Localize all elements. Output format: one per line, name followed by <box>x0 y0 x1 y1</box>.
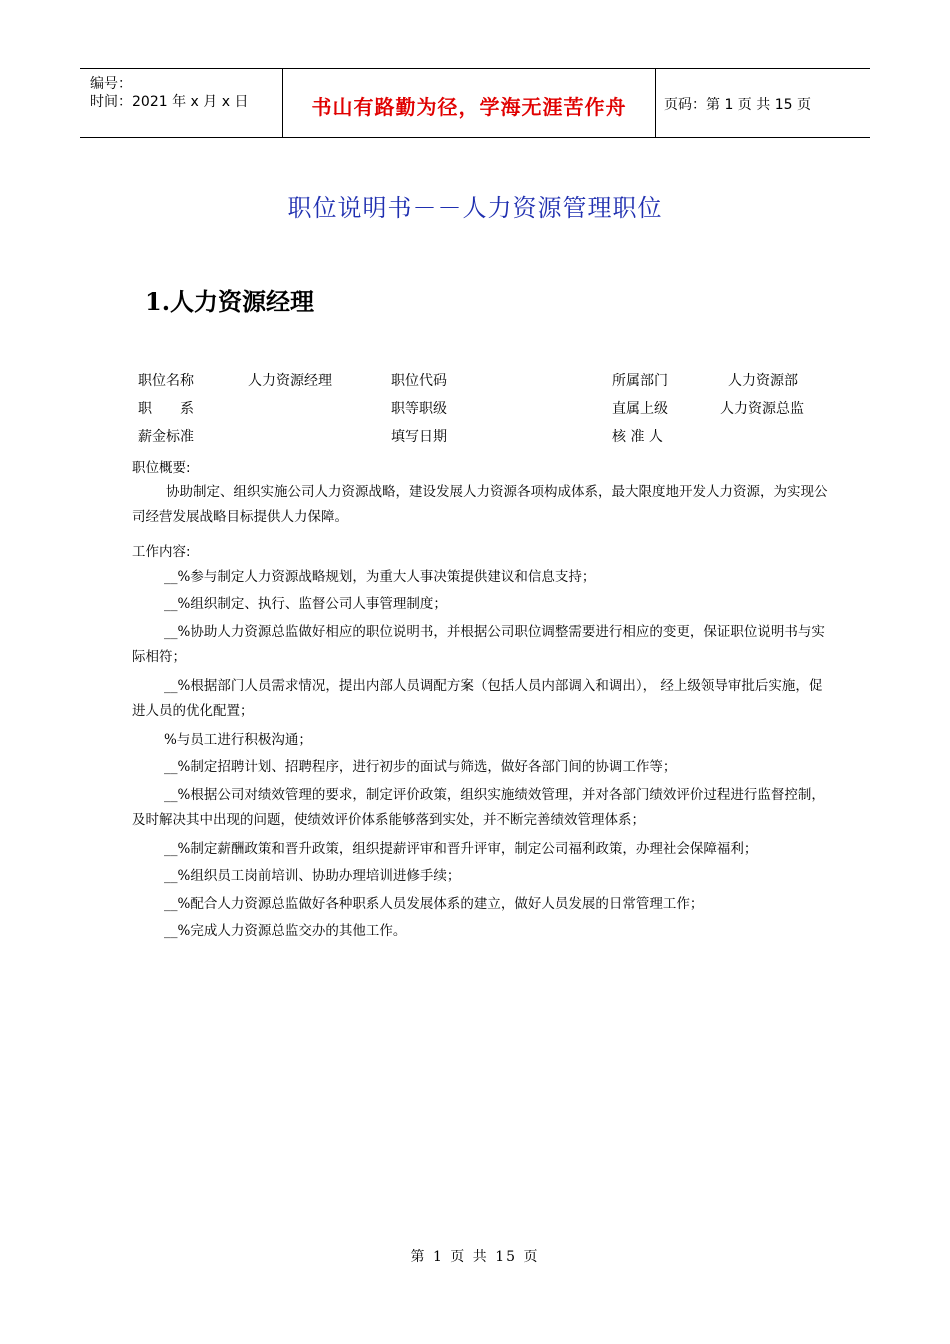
header-page-cell <box>664 69 811 137</box>
info-key-position-code: 职位代码 <box>391 373 447 389</box>
page-footer: 第 1 页 共 15 页 <box>410 1249 540 1265</box>
info-key-supervisor: 直属上级 <box>612 401 668 417</box>
duty-item: __%制定招聘计划、招聘程序，进行初步的面试与筛选，做好各部门间的协调工作等； <box>164 759 677 775</box>
info-key-grade: 职等职级 <box>391 401 447 417</box>
time-label: 时间：2021 年 x 月 x 日 <box>90 94 249 110</box>
header-left-cell <box>80 69 282 137</box>
motto: 书山有路勤为径，学海无涯苦作舟 <box>311 94 627 119</box>
info-key-fill-date: 填写日期 <box>391 429 447 445</box>
duty-item: __%参与制定人力资源战略规划，为重大人事决策提供建议和信息支持； <box>164 569 596 585</box>
duty-item: __%组织制定、执行、监督公司人事管理制度； <box>164 596 447 612</box>
info-value-supervisor: 人力资源总监 <box>720 401 804 417</box>
overview-text: 协助制定、组织实施公司人力资源战略，建设发展人力资源各项构成体系，最大限度地开发人力资源，为实现公司经营发展战略目标提供人力保障。 <box>132 484 828 525</box>
info-value-department: 人力资源部 <box>728 373 798 389</box>
info-key-salary: 薪金标准 <box>138 429 194 445</box>
duty-item: __%根据公司对绩效管理的要求，制定评价政策，组织实施绩效管理，并对各部门绩效评价过程进行监督控制，及时解决其中出现的问题，使绩效评价体系能够落到实处，并不断完善绩效管理体系； <box>132 787 825 828</box>
info-key-department: 所属部门 <box>612 373 668 389</box>
duty-item: __%配合人力资源总监做好各种职系人员发展体系的建立，做好人员发展的日常管理工作； <box>164 896 704 912</box>
info-value-position-name: 人力资源经理 <box>248 373 332 389</box>
info-key-approver: 核 准 人 <box>612 429 663 445</box>
info-key-job-family: 职 系 <box>138 401 194 417</box>
info-key-position-name: 职位名称 <box>138 373 194 389</box>
duty-item: %与员工进行积极沟通； <box>164 732 312 748</box>
number-label: 编号： <box>90 76 132 92</box>
section-title: 1.人力资源经理 <box>145 287 315 316</box>
document-title: 职位说明书－－人力资源管理职位 <box>287 194 663 222</box>
overview-label: 职位概要: <box>132 460 191 476</box>
duty-item: __%根据部门人员需求情况，提出内部人员调配方案（包括人员内部调入和调出）， 经上级领导审批后实施，促进人员的优化配置； <box>132 678 823 719</box>
header-table <box>80 68 870 138</box>
duty-item: __%完成人力资源总监交办的其他工作。 <box>164 923 407 939</box>
page-info: 页码：第 1 页 共 15 页 <box>664 97 811 113</box>
overview-paragraph <box>132 480 832 530</box>
duty-item: __%组织员工岗前培训、协助办理培训进修手续； <box>164 868 461 884</box>
duty-item: __%协助人力资源总监做好相应的职位说明书，并根据公司职位调整需要进行相应的变更，保证职位说明书与实际相符； <box>132 624 825 665</box>
duty-item: __%制定薪酬政策和晋升政策，组织提薪评审和晋升评审，制定公司福利政策，办理社会保障福利； <box>164 841 758 857</box>
duties-label: 工作内容: <box>132 544 191 560</box>
header-motto-cell <box>282 69 656 137</box>
